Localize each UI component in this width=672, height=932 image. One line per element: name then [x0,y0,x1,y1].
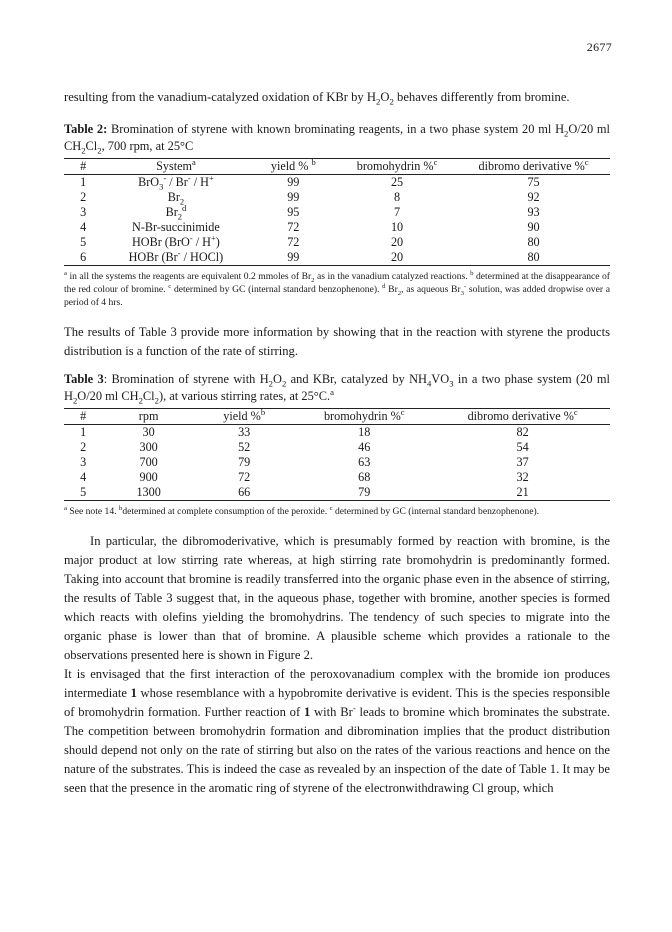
dibromo-cell: 80 [527,235,540,249]
row-number: 4 [80,220,87,234]
table-row [64,235,610,250]
dibromo-cell: 21 [516,485,529,499]
table-row [64,455,610,470]
yield-cell: 99 [287,190,300,204]
bromohydrin-cell: 79 [358,485,371,499]
bromohydrin-cell: 20 [390,235,404,249]
system-cell: HOBr (BrO- / H+) [131,232,220,249]
table3-footnote: $^a$ See note 14. $^b$determined at complete consumption of the peroxide. $^c$ determined by GC (internal standard benzophenone). [64,504,540,517]
bromohydrin-cell: 7 [393,205,401,219]
dibromo-cell: 93 [527,205,540,219]
bromohydrin-cell: 18 [358,425,371,439]
table2-header-number: # [64,159,102,175]
table2-caption: Table 2: Bromination of styrene with known brominating reagents, in a two phase system 20 ml $H_2O/20$ ml $CH_2Cl_2$, 700 rpm, at 25°C [64,122,610,156]
dibromo-cell: 80 [527,250,540,264]
table-row [64,250,610,266]
system-cell: N-Br-succinimide [132,220,220,234]
bromohydrin-cell: 63 [358,455,371,469]
row-number: 3 [80,205,87,219]
system-cell: $Br_2$ [167,190,185,207]
yield-cell: 33 [238,425,251,439]
dibromo-cell: 54 [516,440,529,454]
rpm-cell: 900 [139,470,158,484]
intro-paragraph: resulting from the vanadium-catalyzed oxidation of KBr by $H_2O_2$ behaves differently from bromine. [64,90,570,107]
table-row [64,470,610,485]
rpm-cell: 30 [142,425,155,439]
yield-cell: 66 [238,485,251,499]
table-row [64,190,610,205]
system-cell: HOBr (Br- / HOCl) [128,247,224,264]
rpm-cell: 1300 [136,485,161,499]
row-number: 2 [80,190,87,204]
yield-cell: 72 [287,220,300,234]
system-cell: $Br_2^d$ [165,202,187,222]
table3-caption: Table 3: Bromination of styrene with $H_2O_2$ and KBr, catalyzed by $NH_4VO_3$ in a two phase system (20 ml $H_2O/20$ ml $CH_2Cl_2$), at various stirring rates, at 25°C.$^a$ [64,372,610,406]
yield-cell: 99 [287,175,300,189]
table3 [64,408,610,501]
table2-header-bromohydrin: bromohydrin %$^c$ [337,159,457,175]
yield-cell: 72 [238,470,251,484]
table-row [64,440,610,455]
yield-cell: 95 [287,205,300,219]
table3-header-row [64,409,610,425]
bromohydrin-cell: 10 [390,220,404,234]
bromohydrin-cell: 8 [393,190,401,204]
rpm-cell: 700 [139,455,158,469]
rpm-cell: 300 [139,440,158,454]
table3-header-yield: yield %$^b$ [195,409,293,425]
row-number: 5 [80,485,87,499]
table3-header-bromohydrin: bromohydrin %$^c$ [293,409,435,425]
discussion-paragraph-1: In particular, the dibromoderivative, which is presumably formed by reaction with bromine, is the major product at low stirring rate whereas, at high stirring rate bromohydrin is predominantly formed. Taking into account that bromine is readily transferred into the organic phase even in the absence of stirring, the results of Table 3 suggest that, in the aqueous phase, together with bromine, another species is formed which reacts with olefins yielding the bromohydrins. The tendency of such species to migrate into the organic phase is lower than that of bromine. A plausible scheme which provides a rationale to the observations presented here is shown in Figure 2. [64,534,610,662]
bromohydrin-cell: 20 [390,250,404,264]
yield-cell: 99 [287,250,300,264]
table3-intro-paragraph: The results of Table 3 provide more information by showing that in the reaction with styrene the products distribution is a function of the rate of stirring. [64,325,610,358]
table3-header-number: # [64,409,102,425]
row-number: 3 [80,455,87,469]
row-number: 2 [80,440,87,454]
row-number: 1 [80,425,87,439]
table2-header-row [64,159,610,175]
bromohydrin-cell: 25 [390,175,404,189]
dibromo-cell: 37 [516,455,529,469]
row-number: 5 [80,235,87,249]
table3-header-dibromo: dibromo derivative %$^c$ [435,409,610,425]
table-row [64,220,610,235]
dibromo-cell: 90 [527,220,540,234]
dibromo-cell: 92 [527,190,540,204]
table2-header-dibromo: dibromo derivative %$^c$ [457,159,610,175]
discussion-paragraph-2: It is envisaged that the first interaction of the peroxovanadium complex with the bromide ion produces intermediate 1 whose resemblance with a hypobromite derivative is evident. This is the species responsible of bromohydrin formation. Further reaction of 1 with Br- leads to bromine which brominates the substrate. The competition between bromohydrin formation and dibromination implies that the product distribution should depend not only on the rate of stirring but also on the rates of the various reactions and hence on the nature of the substrates. This is indeed the case as revealed by an inspection of the date of Table 1. It may be seen that the presence in the aromatic ring of styrene of the electronwithdrawing Cl group, which [64,667,611,795]
table-row [64,485,610,501]
table2 [64,158,610,266]
bromohydrin-cell: 46 [358,440,371,454]
row-number: 6 [80,250,87,264]
row-number: 4 [80,470,87,484]
table-row [64,425,610,441]
page-content [64,88,610,798]
yield-cell: 79 [238,455,251,469]
page-number: 2677 [586,40,612,54]
table3-header-rpm: rpm [102,409,195,425]
table-row [64,175,610,191]
table2-header-system: System$^a$ [102,159,249,175]
table2-footnote: $^a$ in all the systems the reagents are equivalent 0.2 mmoles of $Br_2$ as in the vanadium catalyzed reactions. $^b$ determined at the disappearance of the red colour of bromine. $^c$ determined by GC (internal standard benzophenone). $^d$ $Br_2$, as aqueous $Br_3^-$ solution, was added dropwise over a period of 4 hrs. [64,269,610,308]
dibromo-cell: 82 [516,425,529,439]
dibromo-cell: 32 [516,470,529,484]
row-number: 1 [80,175,87,189]
table-row [64,205,610,220]
dibromo-cell: 75 [527,175,540,189]
yield-cell: 52 [238,440,251,454]
table2-header-yield: yield % $^b$ [250,159,337,175]
bromohydrin-cell: 68 [358,470,371,484]
yield-cell: 72 [287,235,300,249]
system-cell: BrO$_3$- / Br- / H+ [138,172,214,192]
